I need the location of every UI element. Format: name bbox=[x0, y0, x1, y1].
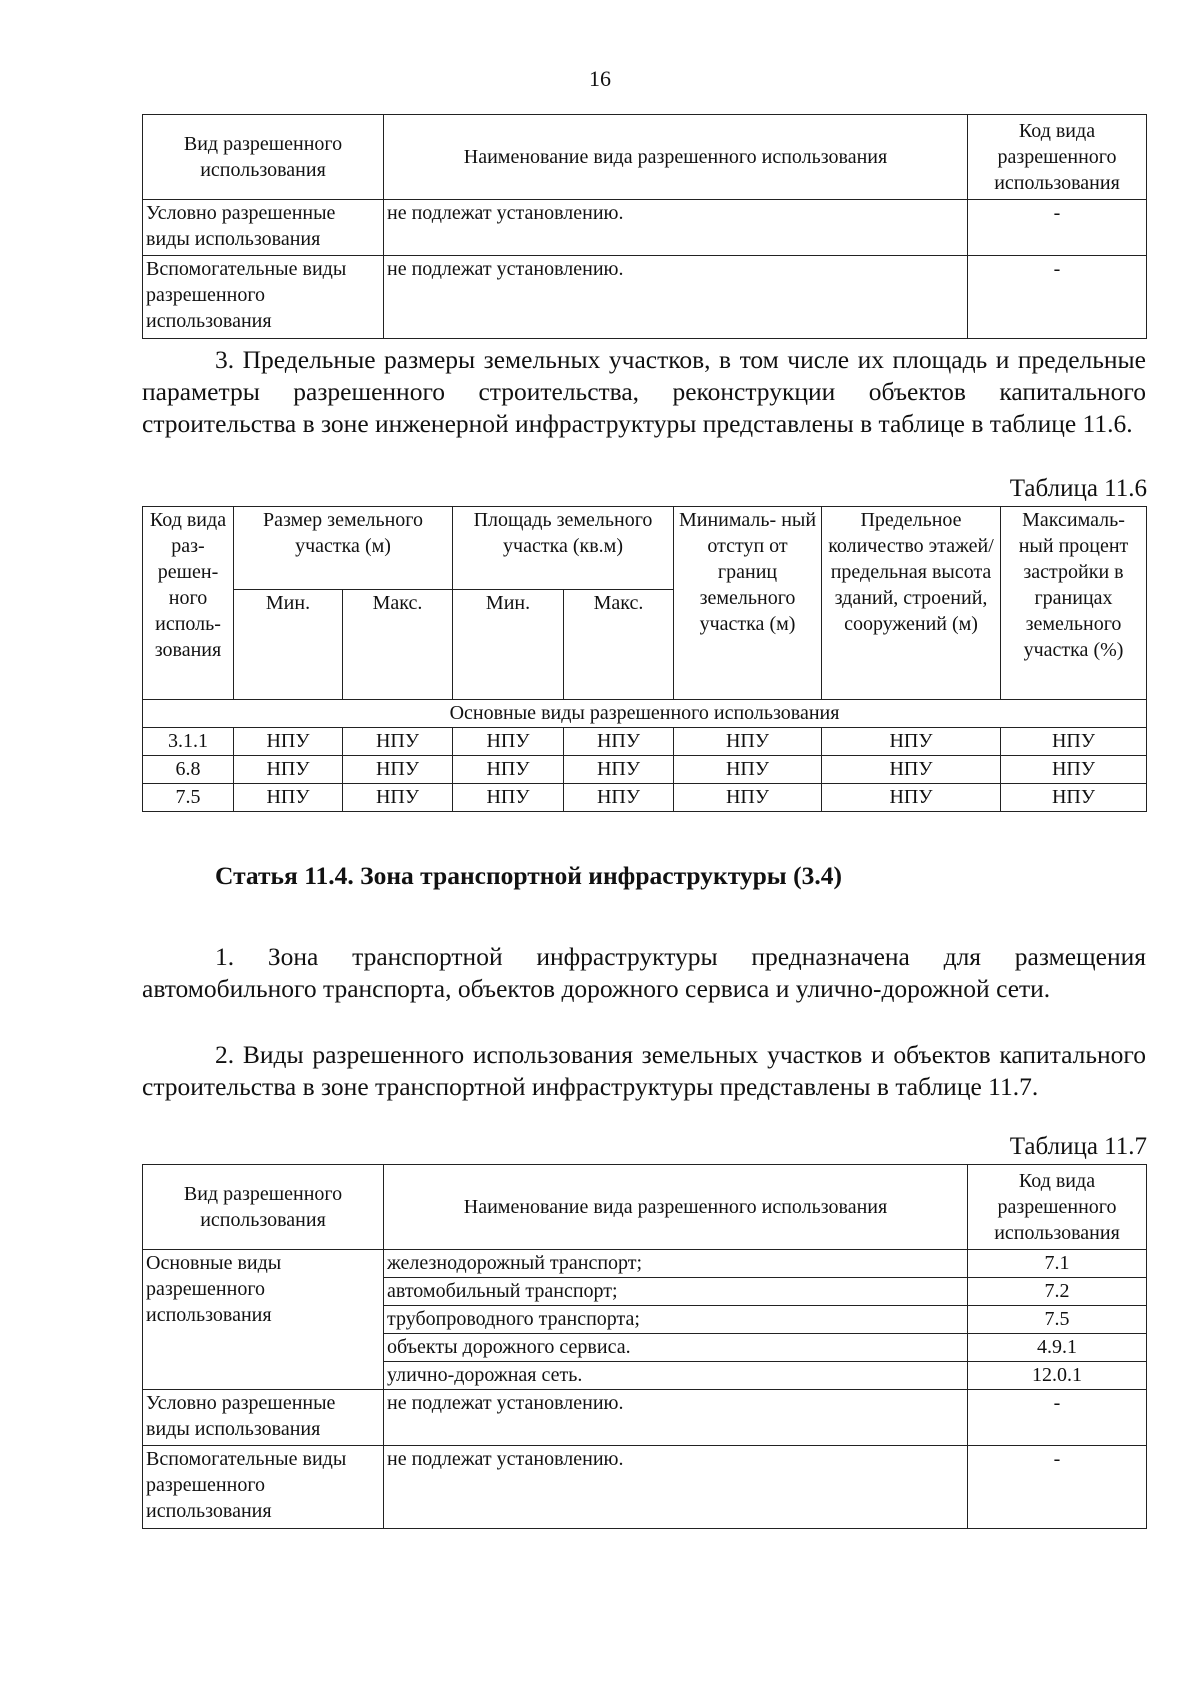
row-code: 4.9.1 bbox=[968, 1334, 1147, 1362]
row-name: не подлежат установлению. bbox=[384, 256, 968, 339]
table-11-7-caption: Таблица 11.7 bbox=[1009, 1133, 1147, 1160]
paragraph-3: 3. Предельные размеры земельных участков, в том числе их площадь и предельные параметры разрешенного строительства, реконструкции объектов капитального строительства в зоне инженерной инфраструктуры представлены в таблице в таблице 11.6. bbox=[142, 345, 1146, 438]
header-kind: Вид разрешенного использования bbox=[143, 1165, 384, 1250]
table-row bbox=[143, 728, 1147, 756]
cell-value: НПУ bbox=[674, 756, 822, 784]
row-code: - bbox=[968, 1446, 1147, 1529]
cell-value: НПУ bbox=[674, 784, 822, 812]
table-row bbox=[143, 756, 1147, 784]
section-row: Основные виды разрешенного использования bbox=[143, 700, 1147, 728]
table-row bbox=[143, 1446, 1147, 1529]
cell-value: НПУ bbox=[822, 756, 1001, 784]
header-setback: Минималь- ный отступ от границ земельного участка (м) bbox=[674, 507, 822, 700]
page-number: 16 bbox=[589, 66, 611, 91]
row-name: автомобильный транспорт; bbox=[384, 1278, 968, 1306]
table-header-row bbox=[143, 115, 1147, 200]
row-code: 7.5 bbox=[968, 1306, 1147, 1334]
table-11-6 bbox=[142, 506, 1147, 812]
cell-value: НПУ bbox=[674, 728, 822, 756]
cell-value: НПУ bbox=[564, 784, 674, 812]
row-code: 7.2 bbox=[968, 1278, 1147, 1306]
header-area-min: Мин. bbox=[453, 590, 564, 700]
row-name: улично-дорожная сеть. bbox=[384, 1362, 968, 1390]
row-kind: Основные виды разрешенного использования bbox=[143, 1250, 384, 1390]
allowed-uses-table-continued bbox=[142, 114, 1147, 339]
article-heading: Статья 11.4. Зона транспортной инфраструктуры (3.4) bbox=[215, 861, 842, 890]
cell-value: НПУ bbox=[822, 728, 1001, 756]
header-name: Наименование вида разрешенного использования bbox=[384, 1165, 968, 1250]
row-name: объекты дорожного сервиса. bbox=[384, 1334, 968, 1362]
header-name: Наименование вида разрешенного использования bbox=[384, 115, 968, 200]
cell-value: НПУ bbox=[234, 756, 343, 784]
row-code: 12.0.1 bbox=[968, 1362, 1147, 1390]
row-kind: Условно разрешенные виды использования bbox=[143, 1390, 384, 1446]
row-kind: Условно разрешенные виды использования bbox=[143, 200, 384, 256]
table-header-row bbox=[143, 1165, 1147, 1250]
cell-value: НПУ bbox=[1001, 756, 1147, 784]
cell-value: НПУ bbox=[453, 756, 564, 784]
table-row bbox=[143, 1250, 1147, 1278]
row-name: не подлежат установлению. bbox=[384, 1390, 968, 1446]
cell-code: 7.5 bbox=[143, 784, 234, 812]
row-code: - bbox=[968, 200, 1147, 256]
cell-value: НПУ bbox=[453, 728, 564, 756]
cell-value: НПУ bbox=[1001, 728, 1147, 756]
row-code: - bbox=[968, 1390, 1147, 1446]
row-code: - bbox=[968, 256, 1147, 339]
header-code: Код вида разрешенного использования bbox=[968, 1165, 1147, 1250]
table-row bbox=[143, 256, 1147, 339]
cell-value: НПУ bbox=[564, 728, 674, 756]
table-row bbox=[143, 1390, 1147, 1446]
paragraph-2: 2. Виды разрешенного использования земельных участков и объектов капитального строительства в зоне транспортной инфраструктуры представлены в таблице 11.7. bbox=[142, 1040, 1146, 1101]
row-name: железнодорожный транспорт; bbox=[384, 1250, 968, 1278]
table-11-7 bbox=[142, 1164, 1147, 1529]
cell-value: НПУ bbox=[343, 784, 453, 812]
cell-value: НПУ bbox=[343, 728, 453, 756]
cell-code: 3.1.1 bbox=[143, 728, 234, 756]
paragraph-1: 1. Зона транспортной инфраструктуры предназначена для размещения автомобильного транспорта, объектов дорожного сервиса и улично-дорожной сети. bbox=[142, 942, 1146, 1003]
row-kind: Вспомогательные виды разрешенного использования bbox=[143, 256, 384, 339]
header-size-max: Макс. bbox=[343, 590, 453, 700]
cell-value: НПУ bbox=[564, 756, 674, 784]
header-size-min: Мин. bbox=[234, 590, 343, 700]
table-row bbox=[143, 200, 1147, 256]
header-size: Размер земельного участка (м) bbox=[234, 507, 453, 590]
table-row bbox=[143, 784, 1147, 812]
cell-value: НПУ bbox=[822, 784, 1001, 812]
header-coverage: Максималь- ный процент застройки в границах земельного участка (%) bbox=[1001, 507, 1147, 700]
row-code: 7.1 bbox=[968, 1250, 1147, 1278]
header-floors: Предельное количество этажей/ предельная высота зданий, строений, сооружений (м) bbox=[822, 507, 1001, 700]
row-name: не подлежат установлению. bbox=[384, 200, 968, 256]
cell-value: НПУ bbox=[234, 728, 343, 756]
row-kind: Вспомогательные виды разрешенного использования bbox=[143, 1446, 384, 1529]
row-name: трубопроводного транспорта; bbox=[384, 1306, 968, 1334]
table-11-6-caption: Таблица 11.6 bbox=[1009, 475, 1147, 502]
cell-value: НПУ bbox=[453, 784, 564, 812]
cell-value: НПУ bbox=[234, 784, 343, 812]
row-name: не подлежат установлению. bbox=[384, 1446, 968, 1529]
header-area: Площадь земельного участка (кв.м) bbox=[453, 507, 674, 590]
cell-value: НПУ bbox=[1001, 784, 1147, 812]
cell-value: НПУ bbox=[343, 756, 453, 784]
header-kind: Вид разрешенного использования bbox=[143, 115, 384, 200]
header-code: Код вида разрешенного использования bbox=[968, 115, 1147, 200]
header-code: Код вида раз- решен- ного исполь- зования bbox=[143, 507, 234, 700]
header-area-max: Макс. bbox=[564, 590, 674, 700]
cell-code: 6.8 bbox=[143, 756, 234, 784]
